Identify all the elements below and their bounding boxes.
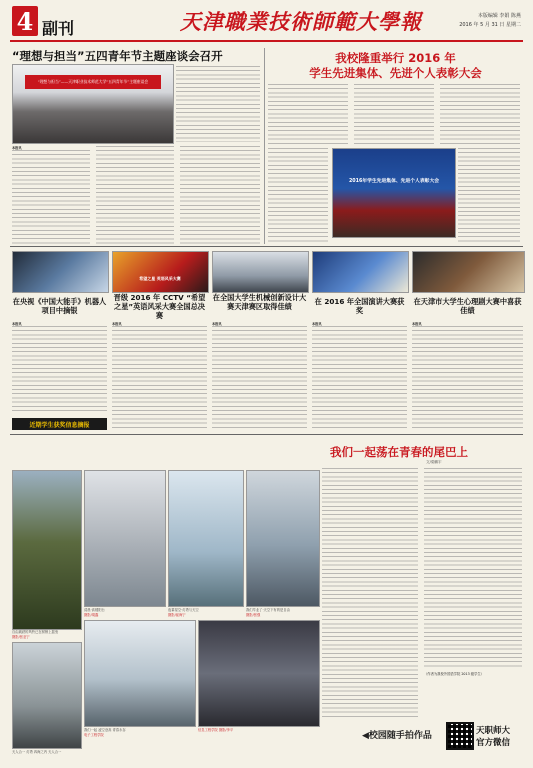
caption-1: 自由跳跃的风铃已在树梢上摇曳 [12, 630, 59, 634]
feature-photo-sky [84, 620, 196, 727]
body-text-left [268, 148, 328, 244]
bottom-caption-3: 电子工程学院 [84, 733, 104, 737]
headline-line2: 学生先进集体、先进个人表彰大会 [309, 66, 482, 80]
feature-photo-bridge [12, 642, 82, 749]
credit-2: 摄影/胡鑫 [84, 613, 99, 617]
photo-hope-star [112, 251, 209, 293]
photo-forum [12, 64, 174, 144]
article-awards [268, 46, 523, 246]
column-divider [264, 48, 265, 244]
feature-headline: 我们一起荡在青春的尾巴上 [330, 445, 468, 459]
headline-psychodrama: 在天津市大学生心理剧大赛中喜获佳绩 [413, 297, 522, 315]
photo-banner: “理想与担当”——天津职业技术师范大学“五四青年节”主题座谈会 [25, 75, 161, 89]
byline: 本报讯 [12, 146, 22, 150]
feature-photo-lighthouse [168, 470, 244, 607]
credit-1: 摄影/张亚宁 [12, 635, 30, 639]
body-psychodrama [412, 326, 523, 430]
row2-divider [10, 246, 523, 247]
photo-psychodrama [412, 251, 525, 293]
byline-mechanical: 本报讯 [212, 322, 222, 326]
masthead [0, 0, 533, 46]
headline-mechanical: 在全国大学生机械创新设计大赛天津赛区取得佳绩 [212, 293, 307, 311]
body-mechanical [212, 326, 307, 430]
masthead-rule [10, 40, 523, 42]
highlight-bar [12, 418, 107, 430]
date-line: 2016 年 5 月 31 日 星期二 [459, 22, 521, 28]
qr-label-text: 校园随手拍作品 [368, 731, 432, 741]
headline-line1: 我校隆重举行 2016 年 [335, 51, 456, 65]
feature-photo-night [198, 620, 320, 727]
wechat-title: 天职师大 [476, 726, 511, 736]
headline-hope-star: 晋级 2016 年 CCTV “希望之星”英语风采大赛全国总决赛 [113, 293, 206, 320]
page-number: 4 [16, 7, 34, 36]
paper-name: 天津職業技術師範大學報 [180, 9, 422, 34]
bottom-caption-1: 天人合一 灯塔 四海之内 天人合一 [12, 750, 62, 754]
photo-awards-stage [332, 148, 456, 238]
body-text-right [458, 148, 520, 244]
row3-divider [10, 434, 523, 435]
body-text-col1 [12, 150, 90, 246]
caption-2: 清晨·高楼阳台 [84, 608, 105, 612]
photo-speech [312, 251, 409, 293]
photo-robot [12, 251, 109, 293]
body-speech [312, 326, 407, 430]
byline-psychodrama: 本报讯 [412, 322, 422, 326]
caption-4: 我们毕业了·天空下有的是自由 [246, 608, 290, 612]
body-robot [12, 326, 107, 414]
stage-caption: 希望之星 英语风采大赛 [139, 276, 181, 281]
wechat-subtitle: 官方微信 [476, 738, 511, 748]
body-text [176, 66, 260, 142]
section-name: 副刊 [42, 19, 75, 38]
feature-photo-building [84, 470, 166, 607]
photo-mechanical [212, 251, 309, 293]
editors-line: 本版编辑 李娟 陈燕 [477, 13, 521, 19]
stage-banner: 2016年学生先进集体、先进个人表彰大会 [348, 179, 440, 184]
body-text-top1 [268, 84, 348, 144]
feature-photo-tree-wind [12, 470, 82, 630]
credit-4: 摄影/张强 [246, 613, 261, 617]
body-text-top3 [440, 84, 520, 144]
body-text-col2 [96, 146, 174, 246]
byline-hope-star: 本报讯 [112, 322, 122, 326]
feature-text-col1 [322, 468, 418, 720]
headline-speech: 在 2016 年全国演讲大赛获奖 [314, 297, 405, 315]
bottom-caption-2: 我们一起 凌空登高 青春永存 [84, 728, 126, 732]
headline-robot: 在央视《中国大能手》机器人项目中摘银 [12, 297, 107, 315]
highlight-bar-label: 近期学生获奖信息摘报 [29, 422, 90, 429]
feature-text-col2 [424, 468, 522, 668]
bottom-caption-4: 信息工程学院 摄影/李平 [198, 728, 234, 732]
byline-speech: 本报讯 [312, 322, 322, 326]
qr-label [362, 728, 432, 741]
credit-3: 摄影/崔海宁 [168, 613, 186, 617]
body-text-col3 [180, 146, 260, 246]
byline-robot: 本报讯 [12, 322, 22, 326]
caption-3: 夜幕星空·灯塔与天空 [168, 608, 199, 612]
headline: “理想与担当”五四青年节主题座谈会召开 [12, 49, 223, 63]
feature-photo-campus [246, 470, 320, 607]
qr-code [446, 722, 474, 750]
article-forum [12, 46, 260, 246]
page-number-badge [12, 6, 38, 36]
feature-ending-note: （作者为我校外国语学院 2013 级学生） [424, 672, 484, 676]
arrow-left-icon: ◀ [362, 731, 369, 741]
feature-author: 文/梁鹏宇 [426, 460, 442, 464]
body-hope-star [112, 326, 207, 430]
body-text-top2 [354, 84, 434, 144]
